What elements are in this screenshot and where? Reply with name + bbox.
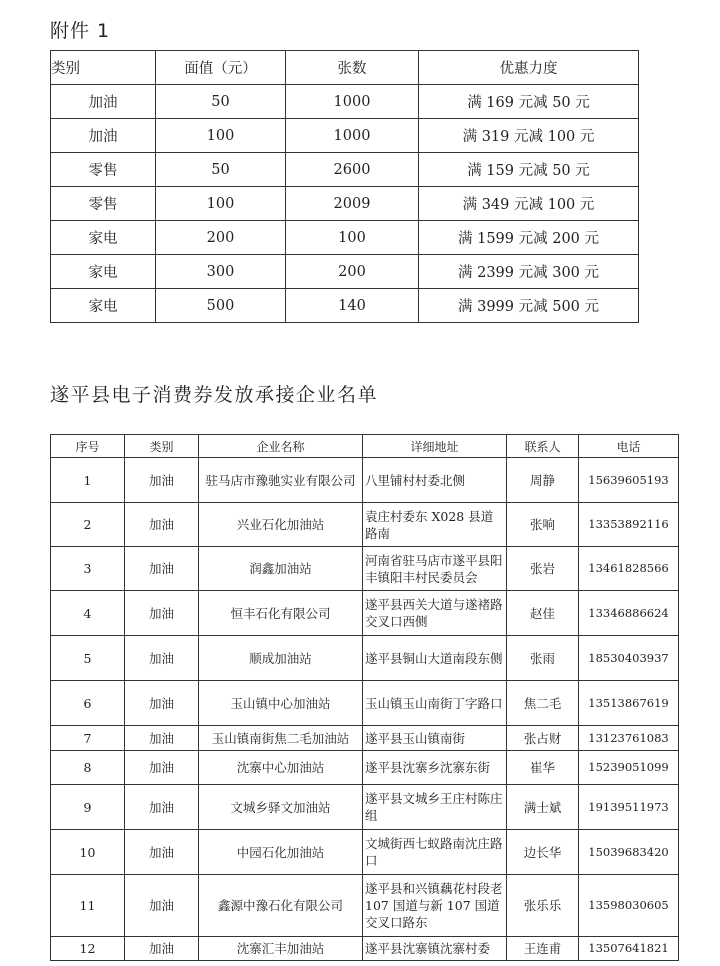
phone-cell: 13346886624	[579, 591, 679, 636]
seq-cell: 3	[51, 547, 125, 591]
type-cell: 加油	[125, 591, 199, 636]
coupon-face-value: 300	[156, 255, 286, 289]
company-name-cell: 沈寨中心加油站	[199, 751, 363, 785]
contact-cell: 焦二毛	[507, 681, 579, 726]
seq-cell: 6	[51, 681, 125, 726]
phone-cell: 15039683420	[579, 830, 679, 875]
table-row	[51, 221, 639, 255]
header-count: 张数	[286, 51, 419, 85]
company-name-cell: 顺成加油站	[199, 636, 363, 681]
company-name-cell: 恒丰石化有限公司	[199, 591, 363, 636]
phone-cell: 13598030605	[579, 875, 679, 937]
header-face-value: 面值（元）	[156, 51, 286, 85]
coupon-category: 零售	[51, 153, 156, 187]
seq-cell: 9	[51, 785, 125, 830]
contact-cell: 张岩	[507, 547, 579, 591]
address-cell: 遂平县沈寨乡沈寨东街	[363, 751, 507, 785]
table-row	[51, 785, 679, 830]
address-cell: 八里铺村村委北侧	[363, 458, 507, 503]
coupon-count: 2600	[286, 153, 419, 187]
header-category: 类别	[51, 51, 156, 85]
coupon-category: 加油	[51, 85, 156, 119]
coupon-face-value: 50	[156, 85, 286, 119]
phone-cell: 13461828566	[579, 547, 679, 591]
coupon-discount: 满 2399 元减 300 元	[419, 255, 639, 289]
table-row	[51, 119, 639, 153]
company-name-cell: 玉山镇中心加油站	[199, 681, 363, 726]
coupon-discount: 满 319 元减 100 元	[419, 119, 639, 153]
table-row	[51, 937, 679, 961]
contact-cell: 张占财	[507, 726, 579, 751]
contact-cell: 边长华	[507, 830, 579, 875]
company-list-title: 遂平县电子消费券发放承接企业名单	[50, 384, 379, 406]
address-cell: 遂平县玉山镇南街	[363, 726, 507, 751]
type-cell: 加油	[125, 503, 199, 547]
company-header-row	[51, 435, 679, 458]
seq-cell: 5	[51, 636, 125, 681]
type-cell: 加油	[125, 751, 199, 785]
address-cell: 遂平县铜山大道南段东侧	[363, 636, 507, 681]
company-name-cell: 鑫源中豫石化有限公司	[199, 875, 363, 937]
seq-cell: 1	[51, 458, 125, 503]
seq-cell: 8	[51, 751, 125, 785]
type-cell: 加油	[125, 681, 199, 726]
coupon-category: 加油	[51, 119, 156, 153]
contact-cell: 张乐乐	[507, 875, 579, 937]
seq-cell: 11	[51, 875, 125, 937]
company-name-cell: 兴业石化加油站	[199, 503, 363, 547]
company-name-cell: 沈寨汇丰加油站	[199, 937, 363, 961]
coupon-category: 零售	[51, 187, 156, 221]
header-phone: 电话	[579, 435, 679, 458]
company-name-cell: 驻马店市豫驰实业有限公司	[199, 458, 363, 503]
contact-cell: 张雨	[507, 636, 579, 681]
seq-cell: 4	[51, 591, 125, 636]
table-row	[51, 547, 679, 591]
phone-cell: 13353892116	[579, 503, 679, 547]
seq-cell: 2	[51, 503, 125, 547]
coupon-face-value: 50	[156, 153, 286, 187]
coupon-discount: 满 1599 元减 200 元	[419, 221, 639, 255]
type-cell: 加油	[125, 547, 199, 591]
header-address: 详细地址	[363, 435, 507, 458]
coupon-count: 1000	[286, 85, 419, 119]
coupon-count: 100	[286, 221, 419, 255]
company-name-cell: 润鑫加油站	[199, 547, 363, 591]
coupon-category: 家电	[51, 289, 156, 323]
address-cell: 遂平县文城乡王庄村陈庄组	[363, 785, 507, 830]
type-cell: 加油	[125, 458, 199, 503]
contact-cell: 崔华	[507, 751, 579, 785]
company-name-cell: 文城乡驿文加油站	[199, 785, 363, 830]
address-cell: 袁庄村委东 X028 县道路南	[363, 503, 507, 547]
header-discount: 优惠力度	[419, 51, 639, 85]
company-table	[50, 434, 679, 961]
coupon-count: 140	[286, 289, 419, 323]
coupon-discount: 满 169 元减 50 元	[419, 85, 639, 119]
phone-cell: 13513867619	[579, 681, 679, 726]
contact-cell: 张响	[507, 503, 579, 547]
address-cell: 文城街西七蚁路南沈庄路口	[363, 830, 507, 875]
coupon-face-value: 100	[156, 119, 286, 153]
table-row	[51, 726, 679, 751]
table-row	[51, 289, 639, 323]
table-row	[51, 751, 679, 785]
header-seq: 序号	[51, 435, 125, 458]
seq-cell: 7	[51, 726, 125, 751]
phone-cell: 15239051099	[579, 751, 679, 785]
type-cell: 加油	[125, 937, 199, 961]
seq-cell: 10	[51, 830, 125, 875]
coupon-count: 2009	[286, 187, 419, 221]
coupon-category: 家电	[51, 255, 156, 289]
table-row	[51, 503, 679, 547]
address-cell: 玉山镇玉山南街丁字路口	[363, 681, 507, 726]
address-cell: 遂平县和兴镇藕花村段老 107 国道与新 107 国道交叉口路东	[363, 875, 507, 937]
address-cell: 遂平县沈寨镇沈寨村委	[363, 937, 507, 961]
coupon-category: 家电	[51, 221, 156, 255]
type-cell: 加油	[125, 636, 199, 681]
table-row	[51, 153, 639, 187]
header-contact: 联系人	[507, 435, 579, 458]
coupon-discount: 满 349 元减 100 元	[419, 187, 639, 221]
coupon-discount: 满 159 元减 50 元	[419, 153, 639, 187]
table-row	[51, 636, 679, 681]
header-company-name: 企业名称	[199, 435, 363, 458]
company-name-cell: 玉山镇南街焦二毛加油站	[199, 726, 363, 751]
table-row	[51, 681, 679, 726]
table-row	[51, 830, 679, 875]
contact-cell: 王连甫	[507, 937, 579, 961]
coupon-discount: 满 3999 元减 500 元	[419, 289, 639, 323]
company-name-cell: 中园石化加油站	[199, 830, 363, 875]
table-row	[51, 85, 639, 119]
contact-cell: 满士斌	[507, 785, 579, 830]
coupon-face-value: 200	[156, 221, 286, 255]
coupon-face-value: 500	[156, 289, 286, 323]
table-row	[51, 591, 679, 636]
type-cell: 加油	[125, 785, 199, 830]
address-cell: 河南省驻马店市遂平县阳丰镇阳丰村民委员会	[363, 547, 507, 591]
header-type: 类别	[125, 435, 199, 458]
coupon-table	[50, 50, 639, 323]
contact-cell: 周静	[507, 458, 579, 503]
contact-cell: 赵佳	[507, 591, 579, 636]
coupon-count: 1000	[286, 119, 419, 153]
coupon-header-row	[51, 51, 639, 85]
coupon-count: 200	[286, 255, 419, 289]
seq-cell: 12	[51, 937, 125, 961]
phone-cell: 18530403937	[579, 636, 679, 681]
table-row	[51, 875, 679, 937]
type-cell: 加油	[125, 875, 199, 937]
phone-cell: 19139511973	[579, 785, 679, 830]
phone-cell: 13507641821	[579, 937, 679, 961]
attachment-title: 附件 1	[50, 20, 111, 42]
phone-cell: 13123761083	[579, 726, 679, 751]
table-row	[51, 255, 639, 289]
type-cell: 加油	[125, 726, 199, 751]
coupon-face-value: 100	[156, 187, 286, 221]
table-row	[51, 187, 639, 221]
address-cell: 遂平县西关大道与遂褚路交叉口西侧	[363, 591, 507, 636]
type-cell: 加油	[125, 830, 199, 875]
table-row	[51, 458, 679, 503]
phone-cell: 15639605193	[579, 458, 679, 503]
